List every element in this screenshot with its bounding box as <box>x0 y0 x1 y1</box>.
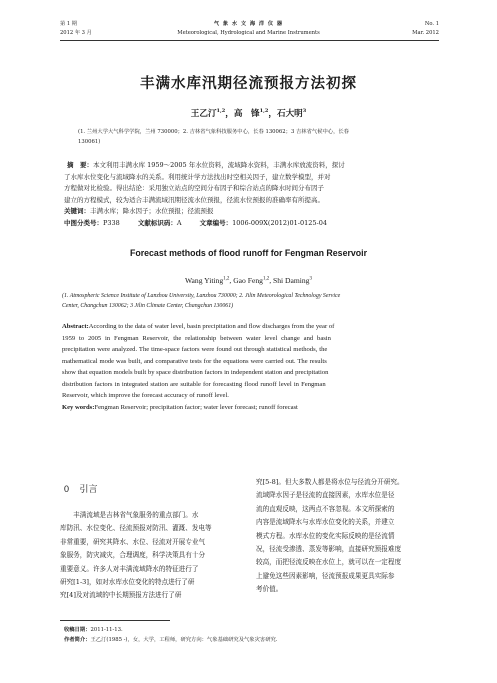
abstract-cn-line: 建立的方程模式，较为适合丰满流域汛期径流水位预报，径流水位预报的准确率有所提高。 <box>64 195 324 204</box>
doc-code-value: A <box>176 218 182 227</box>
author-bio: 王乙汀(1985 -)，女，大学，工程师，研究方向：气象基础研究及气象灾害研究. <box>90 636 278 643</box>
clc-value: P338 <box>103 218 120 227</box>
body-line: 非常重要，研究其降水、水位、径流对开展专业气 <box>60 537 206 546</box>
body-line: 研究[1-3]，如对水库水位变化的特点进行了研 <box>60 578 195 587</box>
abstract-cn-line: 方程做对比检验。得出结论：采用独立站点的空间分布因子和综合站点的降水时间分布因子 <box>64 184 324 192</box>
author-3-sup: 3 <box>302 108 307 115</box>
journal-name-cn: 气 象 水 文 海 洋 仪 器 <box>213 21 284 27</box>
affiliation-en-line1: (1. Atmospheric Science Institute of Lanzhou University, Lanzhou 730000; 2. Jilin Meteorological Technology Service <box>62 293 341 299</box>
received-label: 收稿日期： <box>64 627 91 633</box>
body-line: 库防汛、水位变化、径流预报对防汛、灌溉、发电等 <box>60 524 212 533</box>
authors-cn: 王乙汀$^{1,2}$，高 锋$^{1,2}$，石大明$^3$ <box>190 108 307 119</box>
affiliation-en <box>62 291 440 311</box>
author-en-1-sup: 1,2 <box>223 276 230 282</box>
keywords-en: Fengman Reservoir; precipitation factor; water lever forecast; runoff forecast <box>94 403 298 411</box>
abstract-en-line: precipitation were analyzed. The time-space factors were found out through statistical methods, the <box>62 346 328 353</box>
author-3: 石大明 <box>276 109 303 119</box>
keywords-en-label: Key words: <box>62 403 95 411</box>
abstract-en-line: show that equation models built by space distribution factors in independent station and precipitation <box>62 369 329 376</box>
abstract-en-line: mathematical mode was built, and comparative tests for the equations were carried out. The results <box>62 357 327 365</box>
header-month: Mar. 2012 <box>412 30 439 36</box>
doc-code-label: 文献标识码： <box>137 218 177 227</box>
author-en-3-sup: 3 <box>309 276 312 282</box>
body-line: 考价值。 <box>256 585 283 594</box>
body-line: 丰满流域是吉林省气象服务的重点部门。水 <box>60 511 199 519</box>
section-heading <box>64 482 98 495</box>
body-line: 重要意义。许多人对丰满流域降水的特征进行了 <box>60 564 199 573</box>
abstract-cn-label: 摘 要： <box>67 161 93 169</box>
issue-number: 第 1 期 <box>60 21 77 27</box>
issue-date: 2012 年 3 月 <box>60 30 92 36</box>
abstract-en-line: Reservoir, which improve the forecast accuracy of runoff level. <box>62 392 229 399</box>
author-en-1: Wang Yiting <box>185 276 224 285</box>
header-rule <box>60 40 439 41</box>
author-bio-label: 作者简介： <box>64 636 91 643</box>
body-line: 上避免这些因素影响，径流预报成果更具实际参 <box>256 571 395 580</box>
header-no: No. 1 <box>424 21 439 27</box>
classification-line <box>64 218 438 230</box>
body-line: 流的直观反映，这两点不容忽视。本文所探索的 <box>256 504 395 513</box>
affiliation-cn-line2: 130061) <box>78 139 101 145</box>
article-no-value: 1006-009X(2012)01-0125-04 <box>232 218 328 227</box>
received-date: 2011-11-13. <box>90 627 123 633</box>
abstract-en-line: According to the data of water level, basin precipitation and flow discharges from the year of <box>88 323 335 330</box>
body-line: 究[4]及对流域的中长期预报方法进行了研 <box>60 591 182 600</box>
author-1: 王乙汀 <box>190 109 217 119</box>
author-2: 高 锋 <box>233 109 260 119</box>
body-right-column <box>256 476 442 597</box>
section-title: 引言 <box>79 485 98 495</box>
body-line: 究[5-8]。但大多数人都是将水位与径流分开研究。 <box>256 478 404 486</box>
abstract-cn-line: 本文利用丰满水库 1959～2005 年水位资料，流域降水资料，丰满水库放流资料，探讨 <box>93 161 345 169</box>
abstract-cn-line: 了水库水位变化与流域降水的关系。利用统计学方法找出时空相关因子，建立数学模型，并对 <box>64 172 331 181</box>
authors-en: Wang Yiting$^{1,2}$, Gao Feng$^{1,2}$, Shi Daming$^3$ <box>185 276 312 285</box>
abstract-en-line: distribution factors in integrated station are suitable for forecasting flood runoff level in Fengman <box>62 380 326 388</box>
abstract-en <box>62 321 438 413</box>
author-en-2: Gao Feng <box>233 276 263 285</box>
affiliation-cn-line1: (1. 兰州大学大气科学学院，兰州 730000；2. 吉林省气象科技服务中心，长春 130062；3 吉林省气候中心，长春 <box>78 129 349 135</box>
author-en-3: Shi Daming <box>272 276 310 285</box>
section-number: 0 <box>64 484 70 494</box>
author-1-sup: 1,2 <box>216 108 226 115</box>
abstract-cn <box>64 160 438 229</box>
body-left-column <box>60 509 246 603</box>
author-en-2-sup: 1,2 <box>262 276 270 282</box>
title-en: Forecast methods of flood runoff for Fengman Reservoir <box>129 248 368 258</box>
author-2-sup: 1,2 <box>259 108 269 115</box>
abstract-en-line: 1959 to 2005 in Fengman Reservoir, the relationship between water level change and basin <box>62 334 331 342</box>
footnote <box>64 626 277 645</box>
keywords-cn: 丰满水库；降水因子；水位预报；径流预报 <box>90 207 214 215</box>
journal-name-en: Meteorological, Hydrological and Marine Instruments <box>177 30 320 36</box>
affiliation-en-line2: Center, Changchun 130062; 3 Jilin Climate Center, Changchun 130061) <box>62 303 234 309</box>
clc-label: 中图分类号： <box>64 218 103 227</box>
body-line: 象服务，防灾减灾，合理调度，科学决策具有十分 <box>60 551 206 560</box>
article-no-label: 文章编号： <box>199 218 233 227</box>
body-line: 内容是流域降水与水库水位变化的关系，并建立 <box>256 518 395 527</box>
footnote-rule <box>60 620 170 621</box>
abstract-en-label: Abstract: <box>62 323 89 330</box>
body-line: 较高，而把径流反映在水位上，就可以在一定程度 <box>256 558 402 567</box>
keywords-cn-label: 关键词： <box>64 207 90 215</box>
body-line: 况，径流受渗透、蒸发等影响，直接研究预报难度 <box>256 545 402 554</box>
body-line: 模式方程。水库水位的变化实际反映的是径流情 <box>256 531 395 540</box>
body-line: 流域降水因子是径流的直接因素，水库水位是径 <box>256 491 395 500</box>
page-title: 丰满水库汛期径流预报方法初探 <box>140 75 357 92</box>
